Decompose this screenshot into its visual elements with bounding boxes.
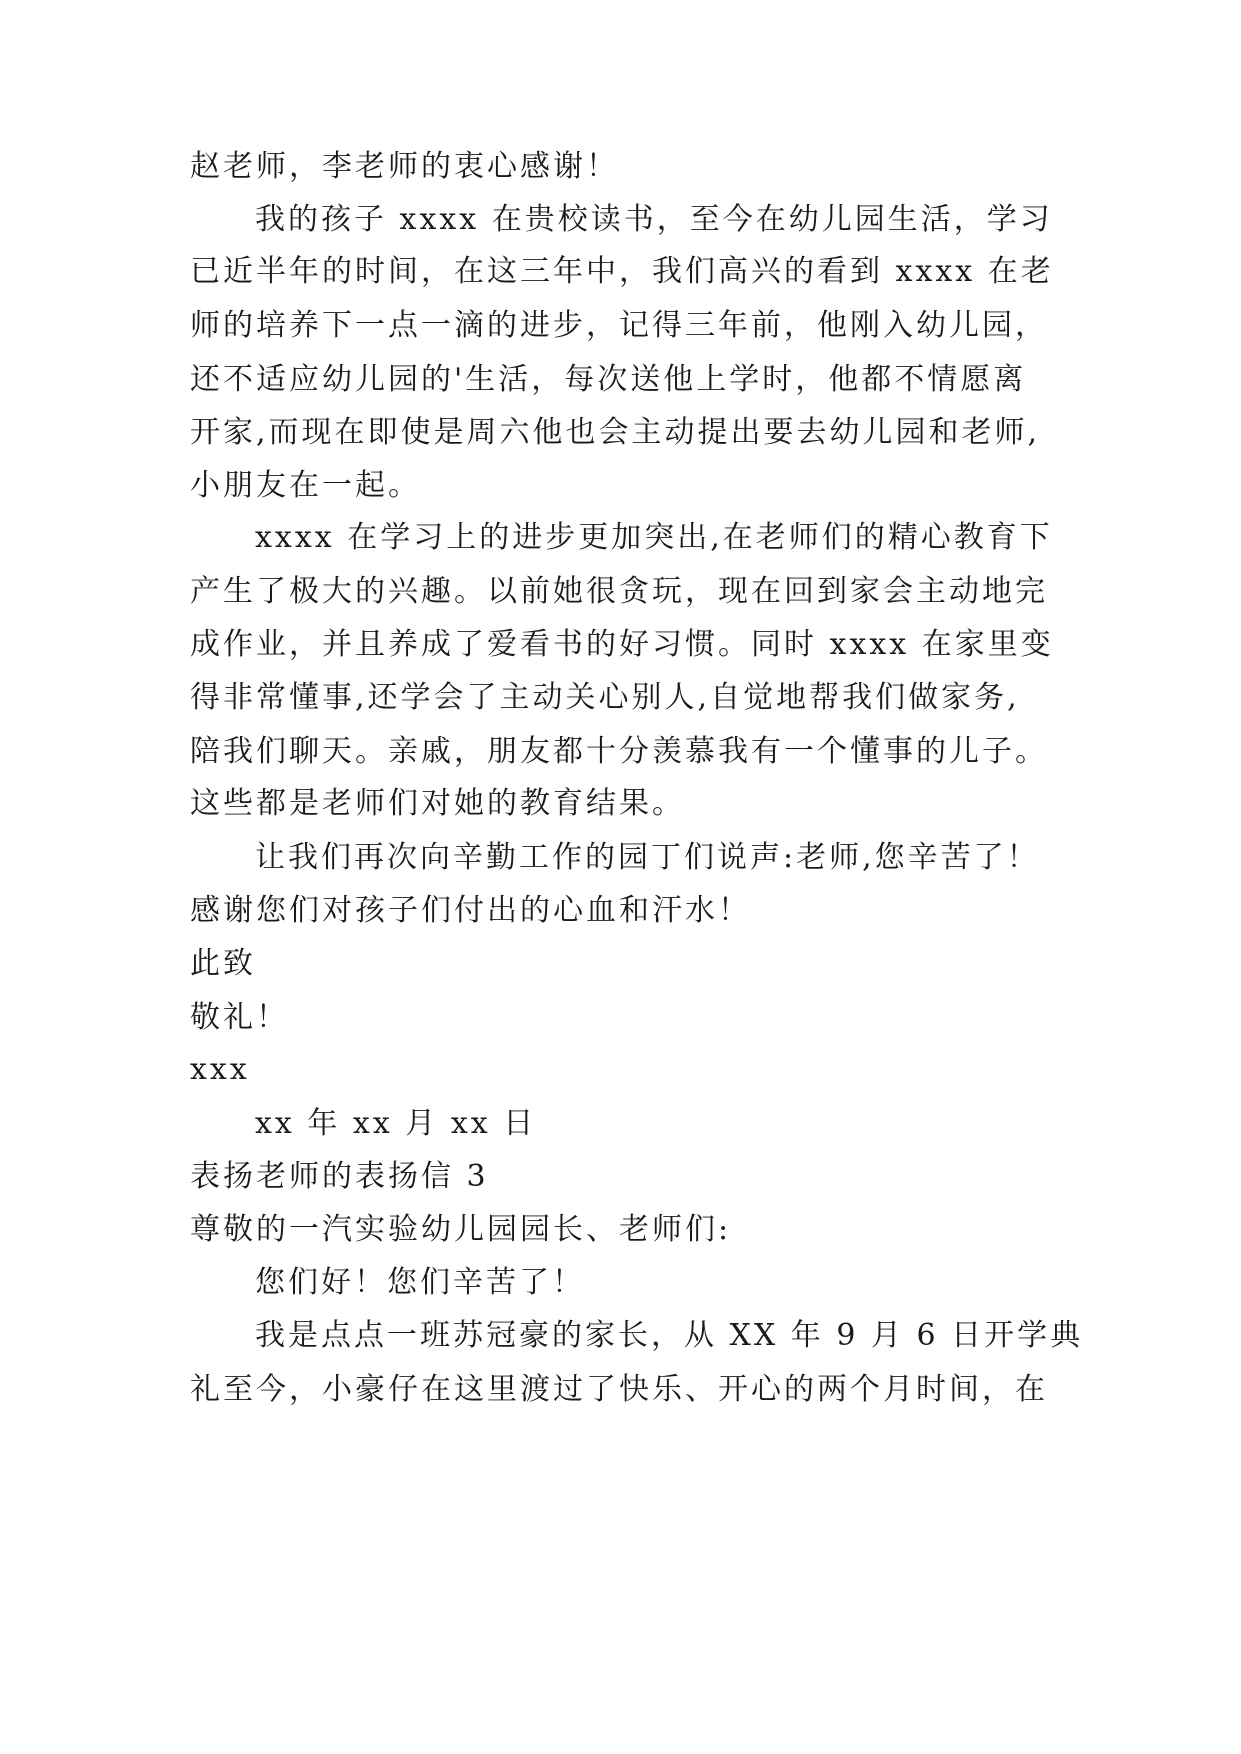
closing-salutation: 此致 [190,946,256,981]
text-line: 这些都是老师们对她的教育结果。 [190,786,685,821]
text-line: 感谢您们对孩子们付出的心血和汗水！ [190,893,751,928]
text-line: 开家,而现在即使是周六他也会主动提出要去幼儿园和老师, [190,415,1041,450]
text-line: 陪我们聊天。亲戚，朋友都十分羡慕我有一个懂事的儿子。 [190,734,1048,769]
text-line: 赵老师，李老师的衷心感谢！ [190,149,619,184]
paragraph-start: 我的孩子 xxxx 在贵校读书，至今在幼儿园生活，学习 [255,202,1053,237]
paragraph-start: 我是点点一班苏冠豪的家长，从 XX 年 9 月 6 日开学典 [255,1318,1084,1353]
paragraph-start: xxxx 在学习上的进步更加突出,在老师们的精心教育下 [255,520,1053,555]
date-line: xx 年 xx 月 xx 日 [255,1106,537,1141]
signature: xxx [190,1052,250,1087]
greeting-line: 尊敬的一汽实验幼儿园园长、老师们: [190,1212,732,1247]
section-title: 表扬老师的表扬信 3 [190,1159,489,1194]
text-line: 礼至今，小豪仔在这里渡过了快乐、开心的两个月时间，在 [190,1372,1048,1407]
text-line: 产生了极大的兴趣。以前她很贪玩，现在回到家会主动地完 [190,574,1048,609]
closing-regards: 敬礼！ [190,1000,289,1035]
text-line: 已近半年的时间，在这三年中，我们高兴的看到 xxxx 在老 [190,254,1054,289]
text-line: 小朋友在一起。 [190,468,421,503]
paragraph-start: 让我们再次向辛勤工作的园丁们说声:老师,您辛苦了！ [255,840,1040,875]
text-line: 得非常懂事,还学会了主动关心别人,自觉地帮我们做家务, [190,680,1020,715]
text-line: 还不适应幼儿园的'生活，每次送他上学时，他都不情愿离 [190,362,1027,397]
text-line: 成作业，并且养成了爱看书的好习惯。同时 xxxx 在家里变 [190,627,1054,662]
paragraph-start: 您们好！您们辛苦了！ [255,1265,585,1300]
text-line: 师的培养下一点一滴的进步，记得三年前，他刚入幼儿园， [190,308,1048,343]
